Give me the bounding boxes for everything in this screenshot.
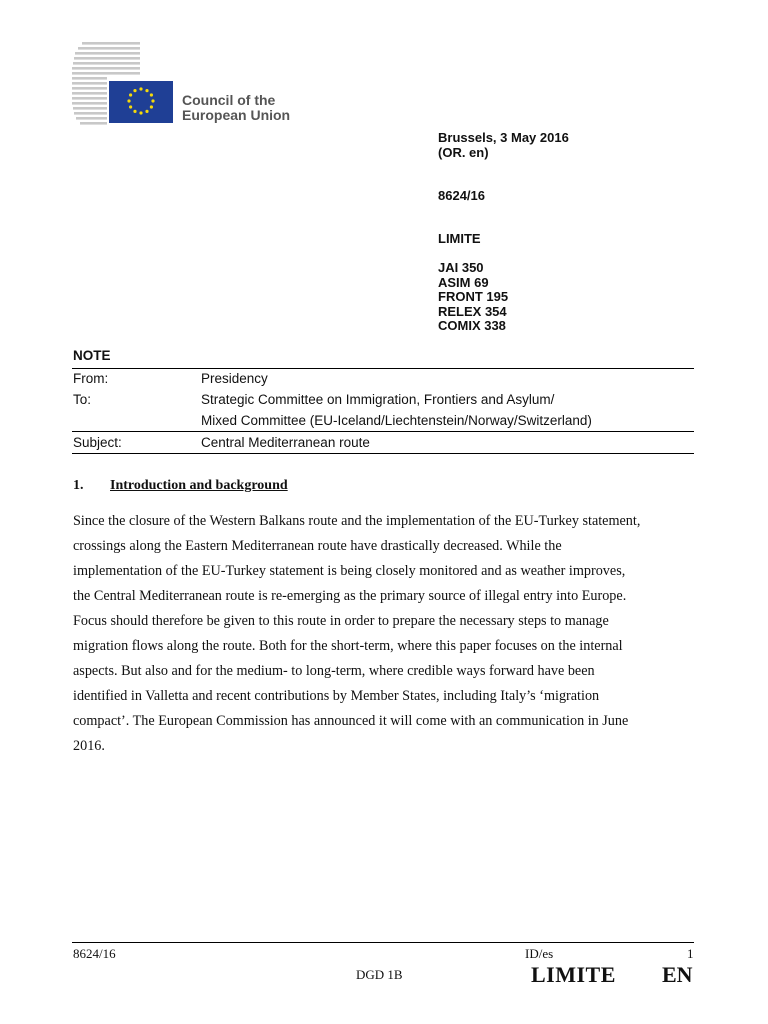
paragraph-line: crossings along the Eastern Mediterranean route have drastically decreased. While the	[73, 538, 562, 554]
note-type: NOTE	[73, 348, 111, 363]
divider	[72, 453, 694, 454]
to-value-line-2: Mixed Committee (EU-Iceland/Liechtenstein/Norway/Switzerland)	[201, 413, 592, 428]
footer-initials: ID/es	[525, 946, 554, 961]
subject-value: Central Mediterranean route	[201, 435, 370, 450]
original-language: (OR. en)	[438, 144, 489, 160]
paragraph-line: migration flows along the route. Both for the short-term, where this paper focuses on the internal	[73, 638, 623, 654]
org-name-line-2: European Union	[182, 107, 291, 123]
document-number: 8624/16	[438, 188, 485, 203]
footer-page-number: 1	[687, 946, 694, 961]
paragraph-line: identified in Valletta and recent contributions by Member States, including Italy’s ‘migration	[73, 688, 600, 704]
subject-label: Subject:	[73, 435, 122, 450]
paragraph-line: aspects. But also and for the medium- to long-term, where credible ways forward have been	[73, 663, 595, 679]
section-number: 1.	[73, 478, 84, 493]
section-title: Introduction and background	[110, 478, 288, 493]
paragraph-line: Since the closure of the Western Balkans route and the implementation of the EU-Turkey statement,	[73, 513, 641, 529]
divider	[72, 368, 694, 369]
organization-name	[182, 93, 290, 123]
code-line: ASIM 69	[438, 274, 489, 290]
divider	[72, 431, 694, 432]
footer-classification: LIMITE	[531, 962, 616, 987]
body-paragraph	[73, 509, 699, 759]
footer-divider	[72, 942, 694, 943]
place-date: Brussels, 3 May 2016	[438, 130, 569, 145]
footer-doc-number: 8624/16	[73, 946, 116, 961]
paragraph-line: 2016.	[73, 738, 105, 754]
to-value-line-1: Strategic Committee on Immigration, Frontiers and Asylum/	[201, 392, 555, 407]
code-line: RELEX 354	[438, 303, 507, 319]
document-codes	[438, 261, 508, 334]
footer-department: DGD 1B	[356, 967, 403, 982]
to-label: To:	[73, 392, 92, 407]
paragraph-line: compact’. The European Commission has announced it will come with an communication in June	[73, 713, 629, 729]
eu-flag-icon	[109, 81, 173, 123]
code-line: FRONT 195	[438, 289, 509, 304]
code-line: COMIX 338	[438, 318, 506, 333]
from-label: From:	[73, 371, 109, 386]
paragraph-line: implementation of the EU-Turkey statement is being closely monitored and as weather improves,	[73, 563, 626, 579]
from-value: Presidency	[201, 371, 268, 386]
footer-language: EN	[662, 962, 693, 987]
place-date-block	[438, 131, 569, 160]
paragraph-line: the Central Mediterranean route is re-emerging as the primary source of illegal entry into Europe.	[73, 588, 627, 604]
org-name-line-1: Council of the	[182, 92, 276, 108]
code-line: JAI 350	[438, 260, 484, 275]
paragraph-line: Focus should therefore be given to this route in order to prepare the necessary steps to manage	[73, 613, 609, 629]
classification: LIMITE	[438, 231, 481, 246]
